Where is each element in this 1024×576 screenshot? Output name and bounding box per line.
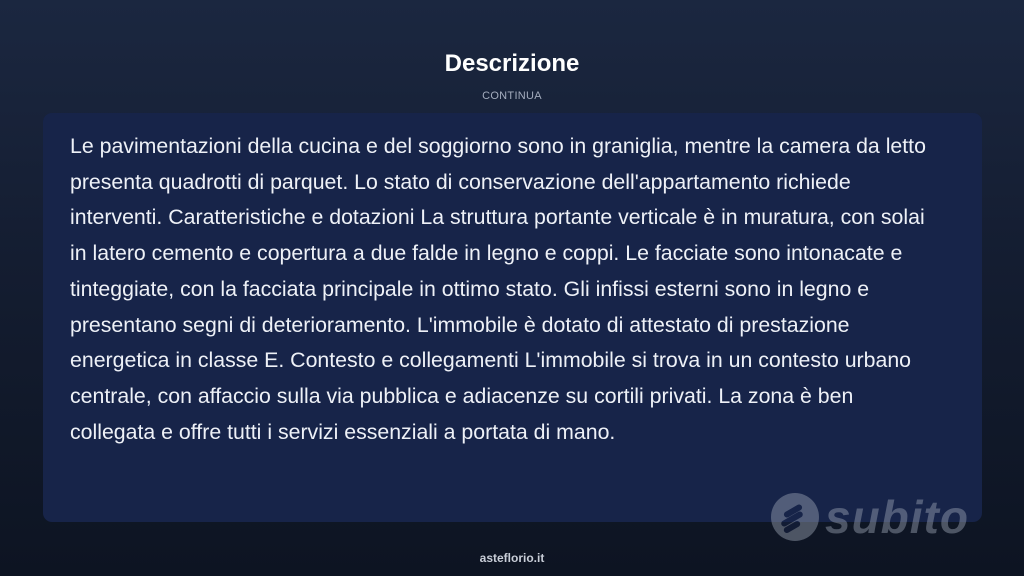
subito-watermark: [771, 490, 969, 544]
footer-site: asteflorio.it: [479, 551, 545, 565]
continua-label: CONTINUA: [482, 90, 542, 102]
subito-logo-icon: [771, 493, 819, 541]
page-title: Descrizione: [444, 50, 580, 77]
description-text: Le pavimentazioni della cucina e del soggiorno sono in graniglia, mentre la camera da letto presenta quadrotti di parquet. Lo stato di conservazione dell'appartamento richiede interventi. Caratteristiche e dotazioni La struttura portante verticale è in muratura, con solai in latero cemento e copertura a due falde in legno e coppi. Le facciate sono intonacate e tinteggiate, con la facciata principale in ottimo stato. Gli infissi esterni sono in legno e presentano segni di deterioramento. L'immobile è dotato di attestato di prestazione energetica in classe E. Contesto e collegamenti L'immobile si trova in un contesto urbano centrale, con affaccio sulla via pubblica e adiacenze su cortili privati. La zona è ben collegata e offre tutti i servizi essenziali a portata di mano.: [70, 134, 926, 444]
description-card: [43, 113, 982, 522]
watermark-text: subito: [825, 491, 969, 543]
